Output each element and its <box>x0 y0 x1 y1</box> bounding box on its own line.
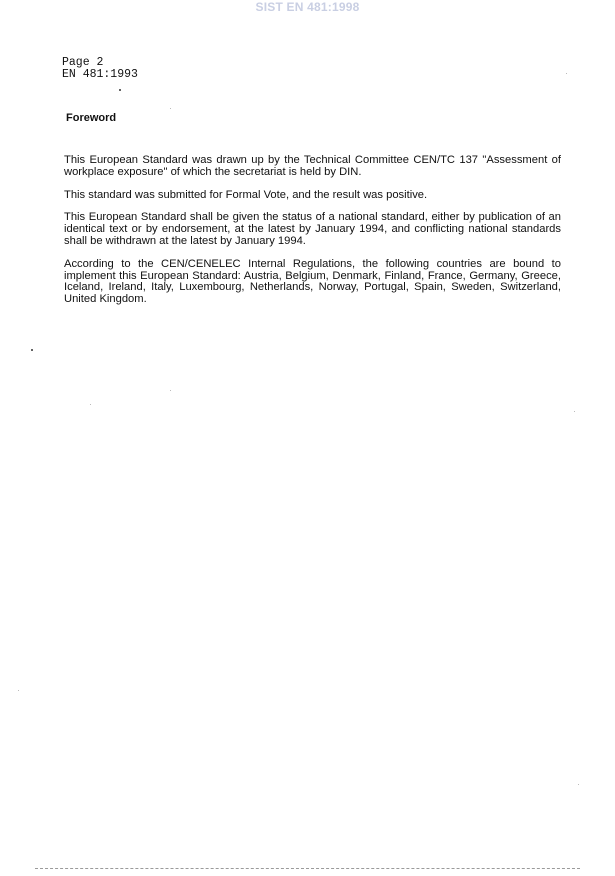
foreword-paragraph-vote: This standard was submitted for Formal Vote, and the result was positive. <box>64 188 428 201</box>
foreword-body <box>64 155 561 317</box>
page-header <box>62 57 138 81</box>
scan-speck <box>574 411 575 412</box>
scan-speck <box>31 349 33 351</box>
document-watermark: SIST EN 481:1998 <box>255 0 360 14</box>
scan-speck <box>18 690 19 691</box>
scan-speck <box>119 89 121 91</box>
foreword-paragraph-countries: According to the CEN/CENELEC Internal Regulations, the following countries are bound to implement this European Standard: Austria, Belgium, Denmark, Finland, France, Germany, Greece, Iceland, Ireland, Italy, Luxembourg, Netherlands, Norway, Portugal, Spain, Sweden, Switzerland, United Kingdom. <box>64 257 561 306</box>
page-number: Page 2 <box>62 56 104 69</box>
standard-reference: EN 481:1993 <box>62 68 138 81</box>
foreword-heading: Foreword <box>66 112 117 124</box>
scan-speck <box>170 390 171 391</box>
foreword-paragraph-status: This European Standard shall be given the status of a national standard, either by publication of an identical text or by endorsement, at the latest by January 1994, and conflicting national standards shall be withdrawn at the latest by January 1994. <box>64 211 561 247</box>
scan-speck <box>578 784 579 785</box>
scan-speck <box>90 404 91 405</box>
scan-speck <box>566 73 567 74</box>
bottom-border-line <box>35 868 580 869</box>
foreword-paragraph-committee: This European Standard was drawn up by the Technical Committee CEN/TC 137 "Assessment of workplace exposure" of which the secretariat is held by DIN. <box>64 154 561 178</box>
scan-speck <box>170 108 171 109</box>
